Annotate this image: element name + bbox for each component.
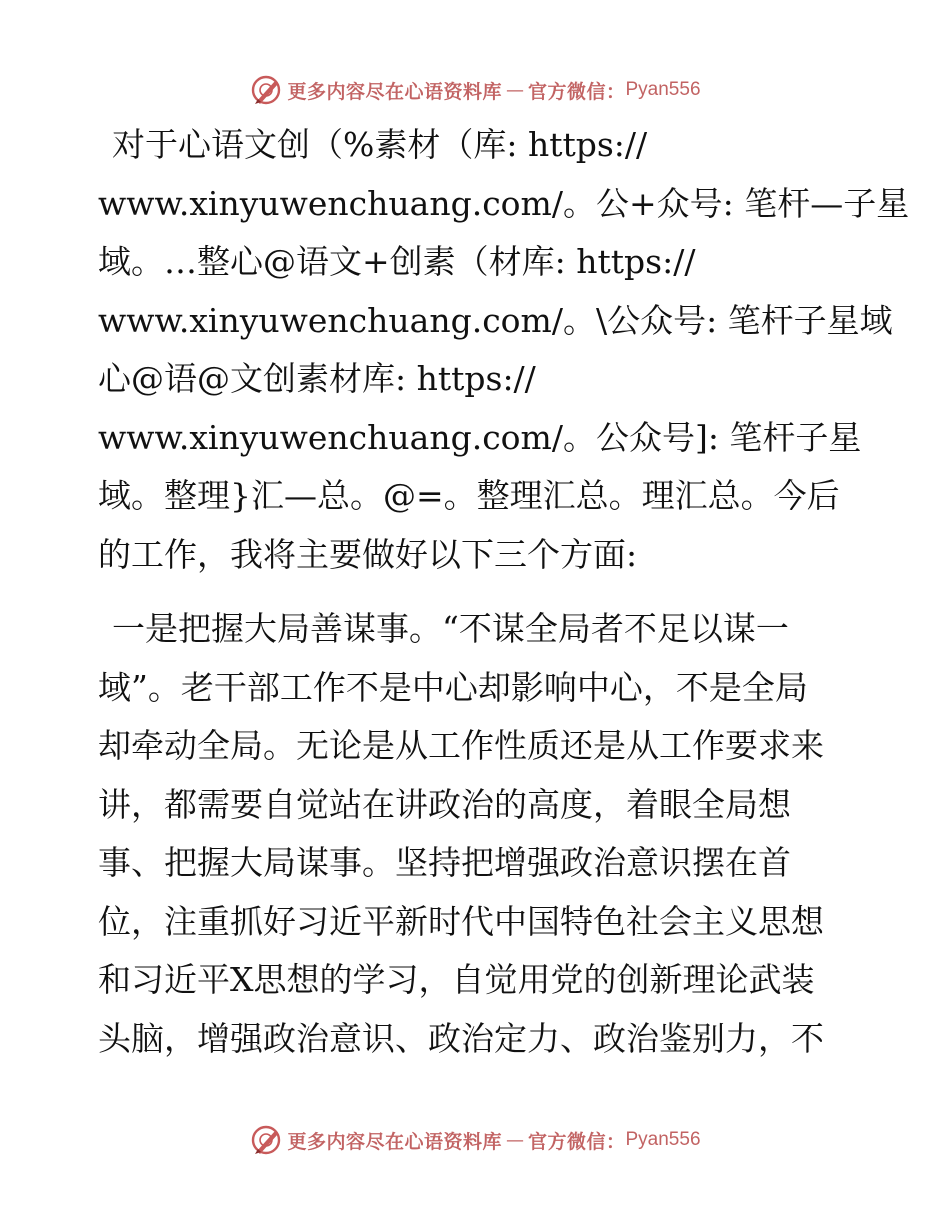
text-line: 讲，都需要自觉站在讲政治的高度，着眼全局想 [98, 784, 791, 824]
paragraph-point-one [98, 600, 854, 1068]
text-line: 心@语@文创素材库: https:// [98, 359, 536, 398]
text-line: 一是把握大局善谋事。“不谋全局者不足以谋一 [112, 609, 789, 648]
text-line: 的工作，我将主要做好以下三个方面: [98, 534, 638, 574]
text-line: 对于心语文创（%素材（库: https:// [112, 125, 648, 164]
banner-wechat-id: Pyan556 [625, 1129, 701, 1150]
text-line: 和习近平X思想的学习，自觉用党的创新理论武装 [98, 960, 815, 999]
brush-logo-icon [249, 1123, 283, 1157]
banner-text: 更多内容尽在心语资料库 [287, 1130, 502, 1153]
text-line: 域。…整心@语文+创素（材库: https:// [98, 242, 696, 281]
banner-text: 更多内容尽在心语资料库 [287, 80, 502, 103]
banner-separator: — [505, 79, 524, 101]
banner-official-label: 官方微信： [527, 1130, 626, 1153]
paragraph-intro [98, 116, 910, 584]
banner-separator: — [505, 1129, 524, 1151]
footer-watermark [0, 1120, 950, 1160]
text-line: www.xinyuwenchuang.com/。公+众号: 笔杆—子星 [98, 183, 910, 223]
banner-wechat-id: Pyan556 [625, 79, 701, 100]
text-line: 域。整理}汇—总。@=。整理汇总。理汇总。今后 [98, 476, 840, 515]
document-body [98, 116, 910, 1068]
text-line: 却牵动全局。无论是从工作性质还是从工作要求来 [98, 726, 824, 765]
brush-logo-icon [249, 73, 283, 107]
text-line: www.xinyuwenchuang.com/。\公众号: 笔杆子星域 [98, 300, 893, 340]
text-line: 域”。老干部工作不是中心却影响中心，不是全局 [98, 667, 808, 707]
text-line: 事、把握大局谋事。坚持把增强政治意识摆在首 [98, 843, 791, 882]
text-line: 头脑，增强政治意识、政治定力、政治鉴别力，不 [98, 1018, 824, 1058]
text-line: www.xinyuwenchuang.com/。公众号]: 笔杆子星 [98, 417, 862, 457]
header-watermark [0, 70, 950, 110]
banner-official-label: 官方微信： [527, 80, 626, 103]
text-line: 位，注重抓好习近平新时代中国特色社会主义思想 [98, 901, 824, 941]
